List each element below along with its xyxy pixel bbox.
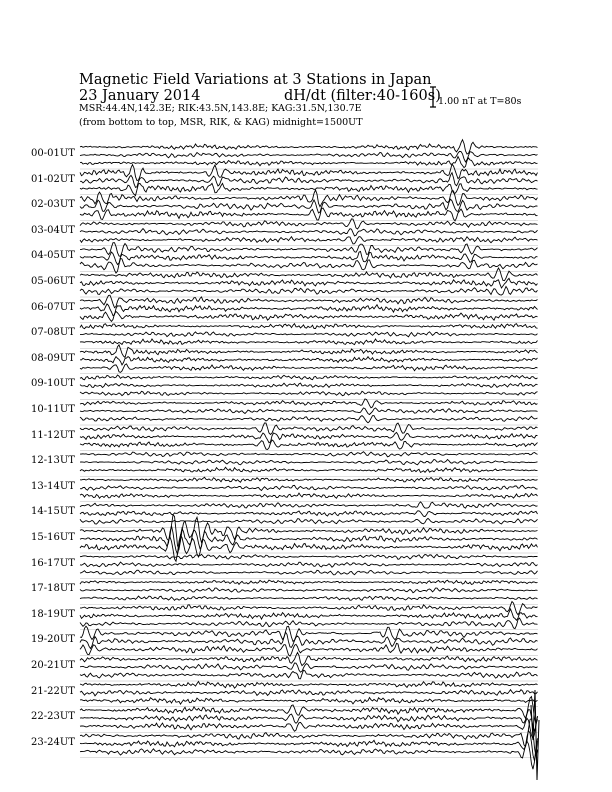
station-trace xyxy=(80,452,538,457)
hour-label: 05-06UT xyxy=(31,276,75,287)
hour-label: 11-12UT xyxy=(31,429,75,441)
hour-label: 21-22UT xyxy=(31,685,75,697)
station-trace xyxy=(80,459,538,464)
station-trace xyxy=(80,208,538,221)
station-trace xyxy=(80,554,538,559)
station-trace xyxy=(80,518,538,524)
station-trace xyxy=(80,140,538,154)
station-trace xyxy=(80,304,538,316)
hour-label: 18-19UT xyxy=(31,608,75,620)
hour-label: 14-15UT xyxy=(31,506,75,518)
station-trace xyxy=(80,278,538,288)
station-trace xyxy=(80,618,538,629)
hour-label: 06-07UT xyxy=(31,301,75,313)
hour-label: 19-20UT xyxy=(31,634,75,646)
station-trace xyxy=(80,157,538,168)
station-trace xyxy=(80,251,538,264)
station-trace xyxy=(80,562,538,567)
station-trace xyxy=(80,324,538,329)
station-trace xyxy=(80,477,538,482)
station-trace xyxy=(80,653,538,666)
station-trace xyxy=(80,339,538,345)
station-trace xyxy=(80,440,538,450)
chart-title: Magnetic Field Variations at 3 Stations in Japan xyxy=(79,72,432,88)
hour-label: 03-04UT xyxy=(31,224,75,236)
hour-label: 23-24UT xyxy=(31,736,75,748)
station-trace xyxy=(80,416,538,423)
station-trace xyxy=(80,643,538,656)
station-trace xyxy=(80,164,538,181)
station-trace xyxy=(80,345,538,358)
station-trace xyxy=(80,485,538,490)
station-trace xyxy=(80,364,538,373)
station-trace xyxy=(80,383,538,387)
hour-label: 00-01UT xyxy=(31,148,75,159)
hour-label: 01-02UT xyxy=(31,173,75,185)
hour-label: 08-09UT xyxy=(31,352,75,364)
station-order-note: (from bottom to top, MSR, RIK, & KAG) midnight=1500UT xyxy=(79,117,363,128)
station-trace xyxy=(80,493,538,498)
station-trace xyxy=(80,432,538,442)
hour-label: 17-18UT xyxy=(31,583,75,595)
hour-label: 20-21UT xyxy=(31,660,75,671)
station-trace xyxy=(80,237,538,244)
station-trace xyxy=(80,332,538,337)
station-trace xyxy=(80,731,538,761)
station-trace xyxy=(80,626,538,641)
station-trace xyxy=(80,682,538,689)
station-trace xyxy=(80,690,538,696)
chart-filter: dH/dt (filter:40-160s) xyxy=(284,88,441,104)
station-trace xyxy=(80,391,538,395)
scale-bar-label: 1.00 nT at T=80s xyxy=(438,96,522,107)
station-trace xyxy=(80,738,538,769)
hour-label: 12-13UT xyxy=(31,455,75,467)
station-trace xyxy=(80,602,538,615)
chart-date: 23 January 2014 xyxy=(79,88,201,104)
station-trace xyxy=(80,357,538,365)
hour-label: 22-23UT xyxy=(31,711,75,723)
hour-label: 10-11UT xyxy=(31,404,75,415)
station-trace xyxy=(80,399,538,408)
station-trace xyxy=(80,670,538,679)
station-trace xyxy=(80,570,538,575)
station-coordinates: MSR:44.4N,142.3E; RIK:43.5N,143.8E; KAG:31.5N,130.7E xyxy=(79,103,362,114)
station-trace xyxy=(80,580,538,584)
hour-label: 16-17UT xyxy=(31,557,75,569)
station-trace xyxy=(80,375,538,380)
station-trace xyxy=(80,183,538,195)
hour-label: 02-03UT xyxy=(31,199,75,211)
station-trace xyxy=(80,698,538,705)
station-trace xyxy=(80,663,538,672)
hour-label: 04-05UT xyxy=(31,250,75,262)
station-trace xyxy=(80,596,538,600)
station-trace xyxy=(80,219,538,229)
hour-label: 15-16UT xyxy=(31,532,75,543)
station-trace xyxy=(80,588,538,593)
hour-label: 09-10UT xyxy=(31,378,75,390)
station-trace xyxy=(80,632,538,648)
station-trace xyxy=(80,710,538,732)
station-trace xyxy=(80,609,538,620)
station-trace xyxy=(80,243,538,257)
station-trace xyxy=(80,467,538,472)
station-trace xyxy=(80,502,538,508)
station-trace xyxy=(80,511,538,517)
station-trace xyxy=(80,199,538,213)
station-trace xyxy=(80,423,538,435)
station-trace xyxy=(80,287,538,296)
station-trace xyxy=(80,268,538,281)
station-trace xyxy=(80,408,538,415)
station-trace xyxy=(80,190,538,207)
hour-label: 07-08UT xyxy=(31,327,75,339)
station-trace xyxy=(80,229,538,236)
station-trace xyxy=(80,312,538,322)
hour-label: 13-14UT xyxy=(31,480,75,492)
